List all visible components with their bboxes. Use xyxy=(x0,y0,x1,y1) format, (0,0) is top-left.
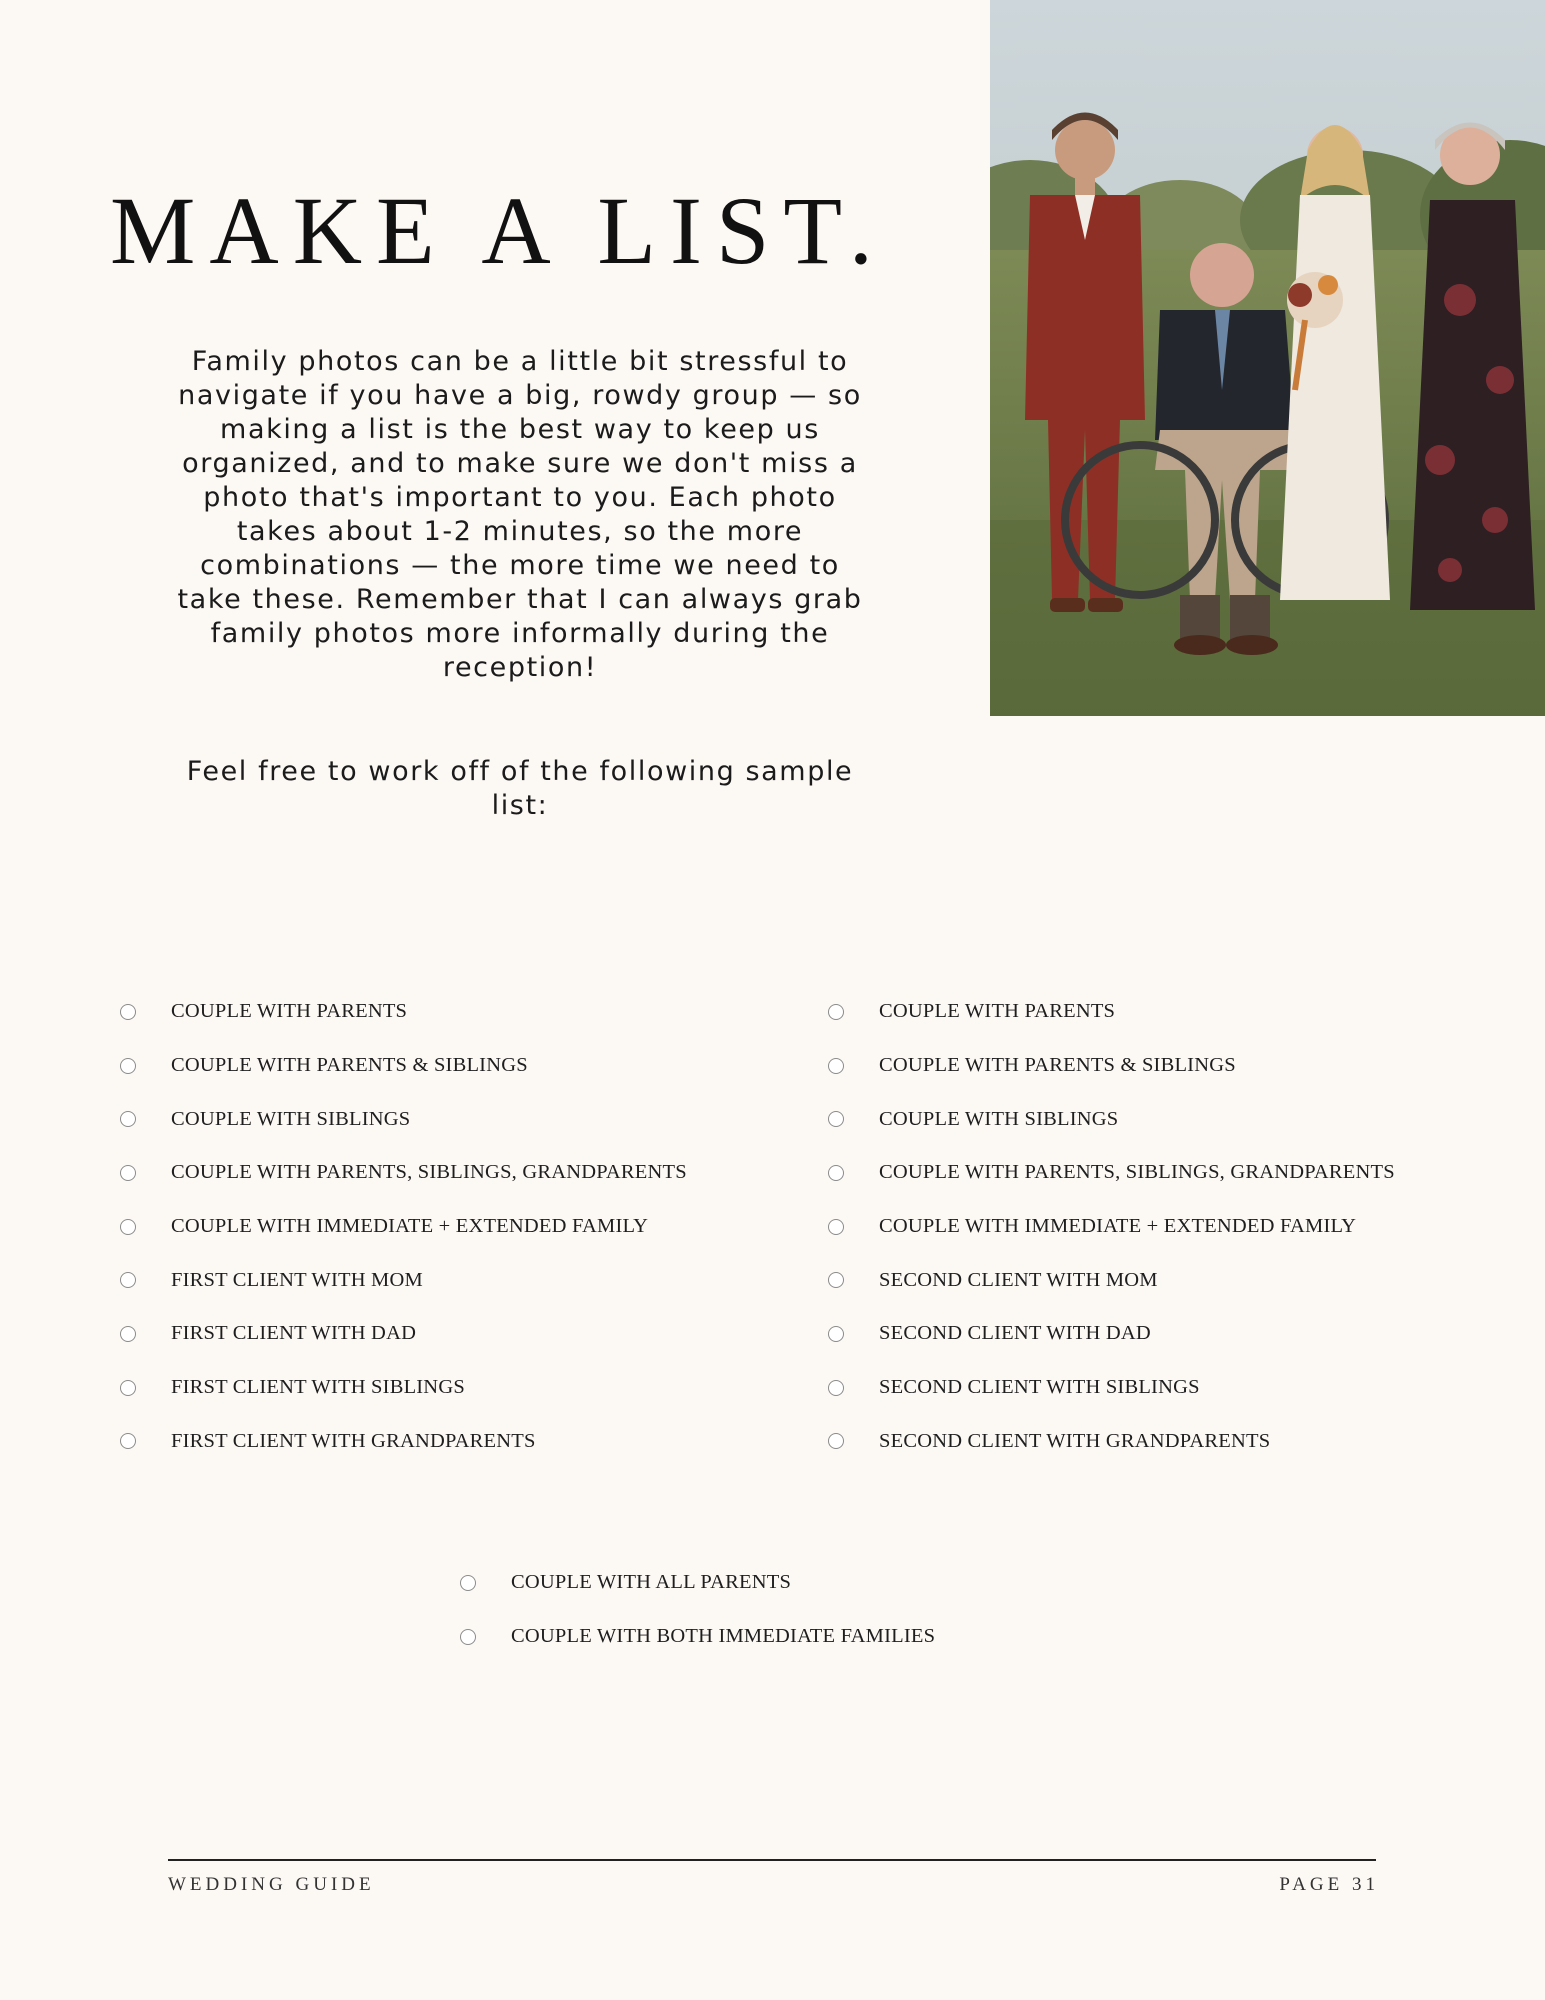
checklist-item[interactable] xyxy=(120,1253,687,1307)
circle-checkbox-icon[interactable] xyxy=(120,1433,136,1449)
checklist-item[interactable] xyxy=(828,1361,1395,1415)
circle-checkbox-icon[interactable] xyxy=(120,1165,136,1181)
checklist-item-label: FIRST CLIENT WITH GRANDPARENTS xyxy=(171,1429,536,1452)
checklist-item-label: COUPLE WITH PARENTS & SIBLINGS xyxy=(171,1054,528,1077)
circle-checkbox-icon[interactable] xyxy=(828,1111,844,1127)
circle-checkbox-icon[interactable] xyxy=(120,1058,136,1074)
checklist-item[interactable] xyxy=(828,1146,1395,1200)
checklist-item[interactable] xyxy=(120,1039,687,1093)
footer-guide-title: WEDDING GUIDE xyxy=(168,1874,375,1895)
circle-checkbox-icon[interactable] xyxy=(828,1004,844,1020)
checklist-item[interactable] xyxy=(460,1610,935,1664)
checklist-left xyxy=(120,985,687,1468)
circle-checkbox-icon[interactable] xyxy=(828,1272,844,1288)
checklist-item-label: COUPLE WITH SIBLINGS xyxy=(879,1107,1119,1130)
circle-checkbox-icon[interactable] xyxy=(120,1004,136,1020)
circle-checkbox-icon[interactable] xyxy=(828,1380,844,1396)
checklist-item-label: SECOND CLIENT WITH DAD xyxy=(879,1322,1151,1345)
checklist-item-label: COUPLE WITH IMMEDIATE + EXTENDED FAMILY xyxy=(171,1215,649,1238)
sample-list-note: Feel free to work off of the following sample list: xyxy=(186,756,854,821)
checklist-item[interactable] xyxy=(120,1092,687,1146)
checklist-item-label: COUPLE WITH PARENTS, SIBLINGS, GRANDPARENTS xyxy=(879,1161,1395,1184)
checklist-item[interactable] xyxy=(828,1415,1395,1469)
checklist-bottom xyxy=(460,1556,935,1663)
checklist-item-label: COUPLE WITH PARENTS xyxy=(879,1000,1116,1023)
family-portrait-photo xyxy=(990,0,1545,716)
checklist-item[interactable] xyxy=(120,1146,687,1200)
circle-checkbox-icon[interactable] xyxy=(460,1629,476,1645)
checklist-right xyxy=(828,985,1395,1468)
checklist-item-label: FIRST CLIENT WITH MOM xyxy=(171,1268,423,1291)
checklist-item[interactable] xyxy=(828,1253,1395,1307)
checklist-item-label: COUPLE WITH BOTH IMMEDIATE FAMILIES xyxy=(511,1625,936,1648)
checklist-item-label: SECOND CLIENT WITH GRANDPARENTS xyxy=(879,1429,1271,1452)
checklist-item-label: FIRST CLIENT WITH DAD xyxy=(171,1322,417,1345)
footer-divider xyxy=(168,1859,1376,1861)
checklist-item-label: COUPLE WITH IMMEDIATE + EXTENDED FAMILY xyxy=(879,1215,1357,1238)
circle-checkbox-icon[interactable] xyxy=(828,1165,844,1181)
checklist-item[interactable] xyxy=(828,985,1395,1039)
footer-page-number: PAGE 31 xyxy=(1279,1874,1379,1895)
page-title: MAKE A LIST. xyxy=(110,177,887,284)
checklist-item-label: SECOND CLIENT WITH SIBLINGS xyxy=(879,1376,1200,1399)
checklist-item-label: COUPLE WITH PARENTS & SIBLINGS xyxy=(879,1054,1236,1077)
checklist-item[interactable] xyxy=(460,1556,935,1610)
checklist-item[interactable] xyxy=(828,1307,1395,1361)
circle-checkbox-icon[interactable] xyxy=(120,1380,136,1396)
checklist-item-label: COUPLE WITH ALL PARENTS xyxy=(511,1571,792,1594)
checklist-item[interactable] xyxy=(120,1361,687,1415)
circle-checkbox-icon[interactable] xyxy=(120,1272,136,1288)
checklist-item[interactable] xyxy=(120,1307,687,1361)
checklist-item[interactable] xyxy=(120,985,687,1039)
checklist-item[interactable] xyxy=(120,1415,687,1469)
checklist-item[interactable] xyxy=(120,1200,687,1254)
circle-checkbox-icon[interactable] xyxy=(828,1058,844,1074)
circle-checkbox-icon[interactable] xyxy=(828,1219,844,1235)
checklist-item[interactable] xyxy=(828,1092,1395,1146)
intro-paragraph: Family photos can be a little bit stressful to navigate if you have a big, rowdy group — so making a list is the best way to keep us organized, and to make sure we don't miss a photo that's important to you. Each photo takes about 1-2 minutes, so the more combinations — the more time we need to take these. Remember that I can always grab family photos more informally during the reception! xyxy=(177,346,863,683)
checklist-item[interactable] xyxy=(828,1039,1395,1093)
circle-checkbox-icon[interactable] xyxy=(828,1326,844,1342)
checklist-item-label: COUPLE WITH SIBLINGS xyxy=(171,1107,411,1130)
checklist-item-label: COUPLE WITH PARENTS, SIBLINGS, GRANDPARENTS xyxy=(171,1161,687,1184)
checklist-item[interactable] xyxy=(828,1200,1395,1254)
circle-checkbox-icon[interactable] xyxy=(120,1219,136,1235)
circle-checkbox-icon[interactable] xyxy=(828,1433,844,1449)
checklist-item-label: FIRST CLIENT WITH SIBLINGS xyxy=(171,1376,465,1399)
circle-checkbox-icon[interactable] xyxy=(120,1111,136,1127)
family-portrait-illustration xyxy=(990,0,1545,716)
checklist-item-label: COUPLE WITH PARENTS xyxy=(171,1000,408,1023)
circle-checkbox-icon[interactable] xyxy=(120,1326,136,1342)
checklist-item-label: SECOND CLIENT WITH MOM xyxy=(879,1268,1158,1291)
circle-checkbox-icon[interactable] xyxy=(460,1575,476,1591)
